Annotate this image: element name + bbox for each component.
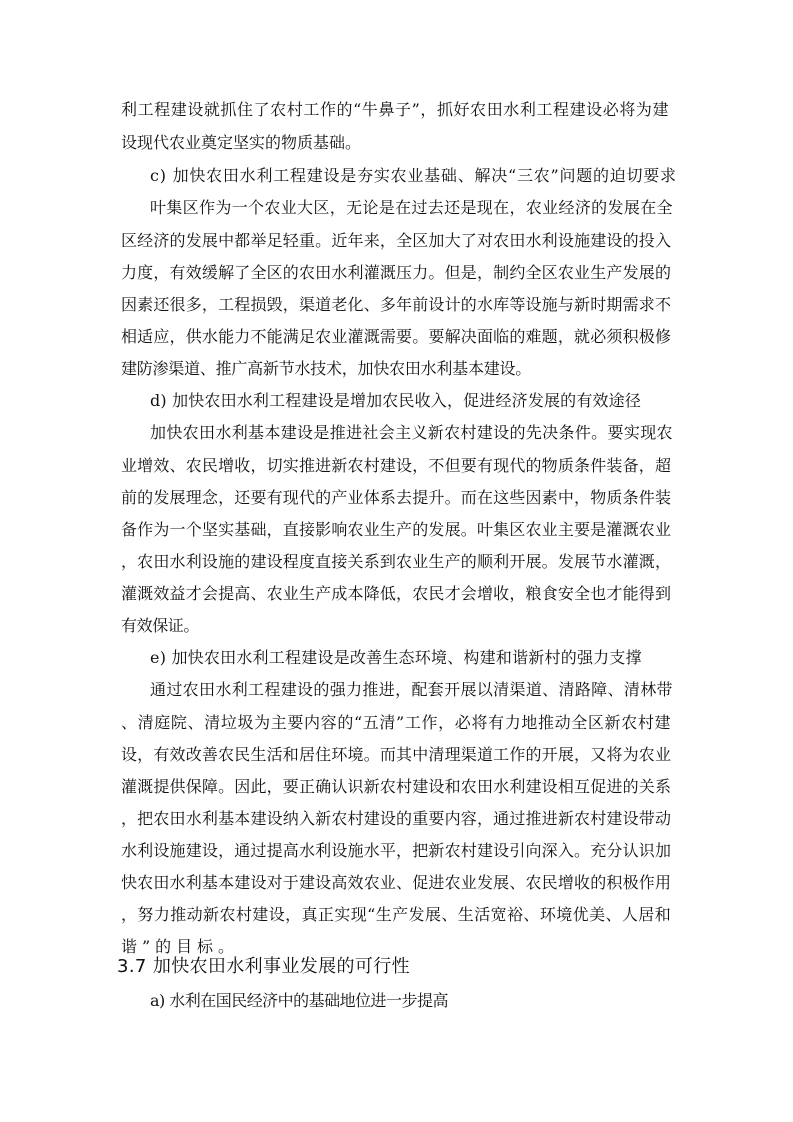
item-heading-a (0, 991, 793, 1011)
paragraph-text: 业增效、农民增收，切实推进新农村建设，不但要有现代的物质条件装备，超 (121, 456, 672, 475)
paragraph-text: 有效保证。 (121, 616, 200, 635)
paragraph-line (0, 359, 793, 379)
section-heading-3-7 (0, 955, 793, 979)
paragraph-line (0, 198, 793, 218)
paragraph-text: 通过农田水利工程建设的强力推进，配套开展以清渠道、清路障、清林带 (150, 680, 673, 699)
paragraph-line (0, 937, 793, 957)
paragraph-line (0, 552, 793, 572)
paragraph-line (0, 584, 793, 604)
paragraph-text: 力度，有效缓解了全区的农田水利灌溉压力。但是，制约全区农业生产发展的 (121, 263, 672, 282)
paragraph-text: 设，有效改善农民生活和居住环境。而其中清理渠道工作的开展，又将为农业 (121, 745, 672, 764)
paragraph-line (0, 263, 793, 283)
paragraph-text: 谐”的目标。 (121, 937, 239, 956)
item-heading-c (0, 166, 793, 186)
paragraph-line (0, 295, 793, 315)
paragraph-text: 水利设施建设，通过提高水利设施水平，把新农村建设引向深入。充分认识加 (121, 841, 672, 860)
paragraph-line (0, 616, 793, 636)
paragraph-line (0, 873, 793, 893)
section-title: 3.7 加快农田水利事业发展的可行性 (117, 956, 411, 977)
paragraph-line (0, 713, 793, 733)
item-heading-d (0, 391, 793, 411)
paragraph-text: 利工程建设就抓住了农村工作的“牛鼻子”，抓好农田水利工程建设必将为建 (121, 100, 670, 119)
paragraph-text: 加快农田水利基本建设是推进社会主义新农村建设的先决条件。要实现农 (150, 423, 673, 442)
paragraph-line (0, 841, 793, 861)
paragraph-text: 灌溉提供保障。因此，要正确认识新农村建设和农田水利建设相互促进的关系 (121, 777, 672, 796)
paragraph-line (0, 231, 793, 251)
paragraph-line (0, 423, 793, 443)
paragraph-line (0, 520, 793, 540)
paragraph-line (0, 905, 793, 925)
paragraph-text: 快农田水利基本建设对于建设高效农业、促进农业发展、农民增收的积极作用 (121, 873, 672, 892)
paragraph-text: ，努力推动新农村建设，真正实现“生产发展、生活宽裕、环境优美、人居和 (121, 905, 672, 924)
item-heading-text: d) 加快农田水利工程建设是增加农民收入，促进经济发展的有效途径 (150, 391, 642, 410)
paragraph-line (0, 456, 793, 476)
item-heading-text: e) 加快农田水利工程建设是改善生态环境、构建和谐新村的强力支撑 (150, 648, 642, 667)
paragraph-line (0, 680, 793, 700)
paragraph-line (0, 777, 793, 797)
paragraph-line (0, 745, 793, 765)
paragraph-text: 因素还很多，工程损毁，渠道老化、多年前设计的水库等设施与新时期需求不 (121, 295, 672, 314)
paragraph-text: 相适应，供水能力不能满足农业灌溉需要。要解决面临的难题，就必须积极修 (121, 327, 672, 346)
paragraph-line (0, 488, 793, 508)
item-heading-e (0, 648, 793, 668)
paragraph-text: 建防渗渠道、推广高新节水技术，加快农田水利基本建设。 (121, 359, 532, 378)
paragraph-line (0, 327, 793, 347)
paragraph-text: ，农田水利设施的建设程度直接关系到农业生产的顺利开展。发展节水灌溉， (121, 552, 672, 571)
paragraph-text: 灌溉效益才会提高、农业生产成本降低，农民才会增收，粮食安全也才能得到 (121, 584, 672, 603)
paragraph-text: 叶集区作为一个农业大区，无论是在过去还是现在，农业经济的发展在全 (150, 198, 673, 217)
item-heading-text: c) 加快农田水利工程建设是夯实农业基础、解决“三农”问题的迫切要求 (150, 166, 677, 185)
paragraph-text: ，把农田水利基本建设纳入新农村建设的重要内容，通过推进新农村建设带动 (121, 809, 672, 828)
paragraph-text: 、清庭院、清垃圾为主要内容的“五清”工作，必将有力地推动全区新农村建 (121, 713, 672, 732)
paragraph-line (0, 100, 793, 120)
paragraph-text: 前的发展理念，还要有现代的产业体系去提升。而在这些因素中，物质条件装 (121, 488, 672, 507)
item-heading-text: a) 水利在国民经济中的基础地位进一步提高 (150, 991, 448, 1010)
paragraph-line (0, 809, 793, 829)
paragraph-line (0, 133, 793, 153)
paragraph-text: 设现代农业奠定坚实的物质基础。 (121, 133, 362, 152)
paragraph-text: 备作为一个坚实基础，直接影响农业生产的发展。叶集区农业主要是灌溉农业 (121, 520, 672, 539)
paragraph-text: 区经济的发展中都举足轻重。近年来，全区加大了对农田水利设施建设的投入 (121, 231, 672, 250)
